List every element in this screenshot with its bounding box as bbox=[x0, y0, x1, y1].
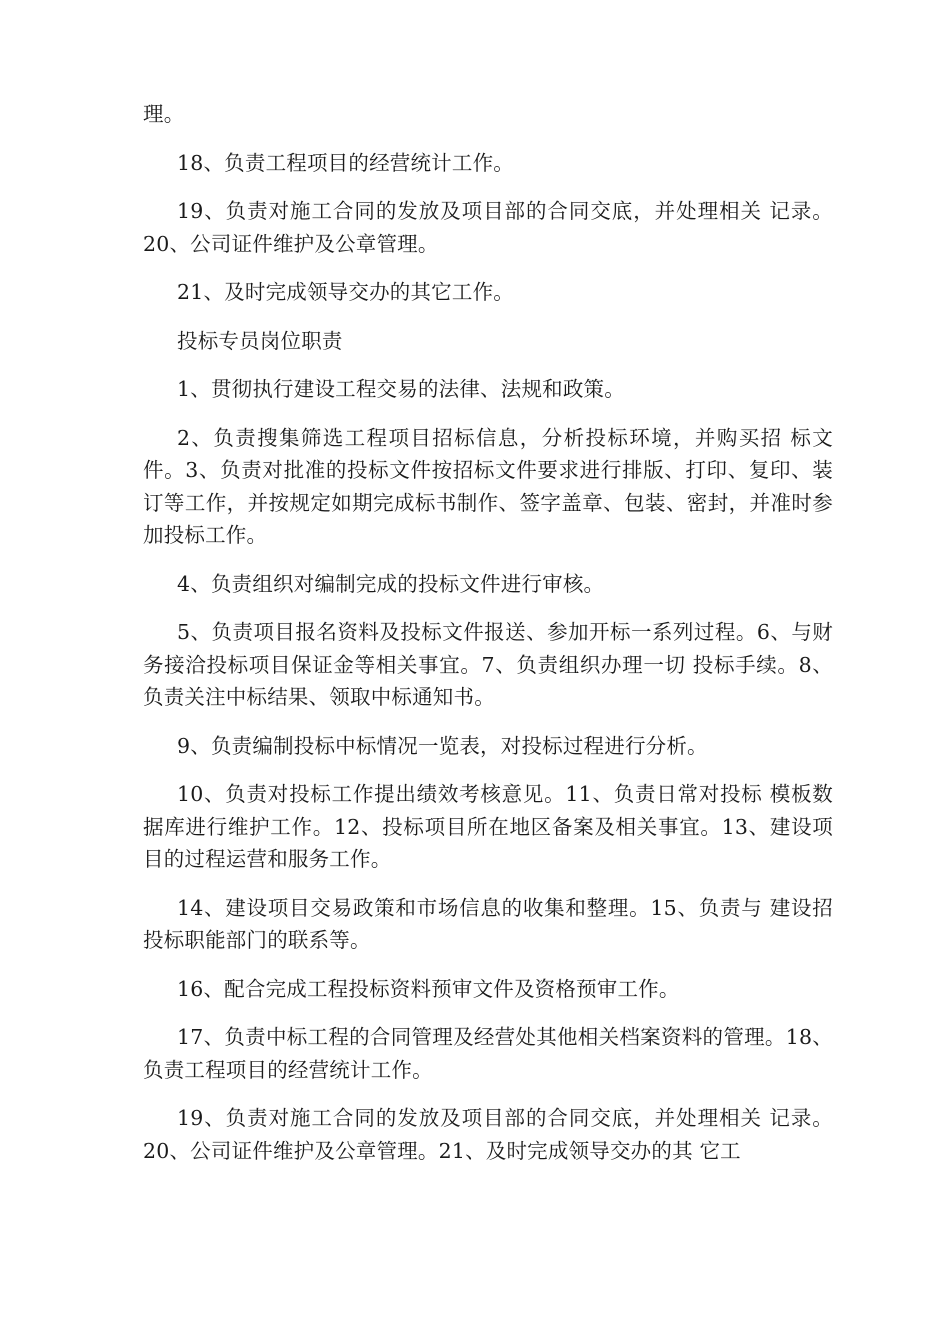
paragraph: 16、配合完成工程投标资料预审文件及资格预审工作。 bbox=[177, 976, 680, 1001]
paragraph: 1、贯彻执行建设工程交易的法律、法规和政策。 bbox=[177, 377, 625, 401]
section-heading: 投标专员岗位职责 bbox=[177, 328, 343, 353]
paragraph: 14、建设项目交易政策和市场信息的收集和整理。15、负责与 建设招投标职能部门的联系等。 bbox=[143, 895, 833, 952]
paragraph: 10、负责对投标工作提出绩效考核意见。11、负责日常对投标 模板数据库进行维护工作。12、投标项目所在地区备案及相关事宜。13、建设项目的过程运营和服务工作。 bbox=[143, 782, 833, 871]
paragraph: 18、负责工程项目的经营统计工作。 bbox=[177, 150, 514, 175]
paragraph: 5、负责项目报名资料及投标文件报送、参加开标一系列过程。6、与财务接洽投标项目保证金等相关事宜。7、负责组织办理一切 投标手续。8、负责关注中标结果、领取中标通知书。 bbox=[143, 620, 833, 709]
paragraph: 9、负责编制投标中标情况一览表，对投标过程进行分析。 bbox=[177, 733, 708, 758]
paragraph: 理。 bbox=[143, 102, 185, 126]
document-body bbox=[143, 98, 833, 1183]
paragraph: 2、负责搜集筛选工程项目招标信息，分析投标环境，并购买招 标文件。3、负责对批准的投标文件按招标文件要求进行排版、打印、复印、装订等工作，并按规定如期完成标书制作、签字盖章、包装、密封，并准时参加投标工作。 bbox=[143, 425, 833, 547]
paragraph: 4、负责组织对编制完成的投标文件进行审核。 bbox=[177, 571, 605, 596]
paragraph: 19、负责对施工合同的发放及项目部的合同交底，并处理相关 记录。20、公司证件维护及公章管理。21、及时完成领导交办的其 它工 bbox=[143, 1106, 833, 1163]
paragraph: 19、负责对施工合同的发放及项目部的合同交底，并处理相关 记录。20、公司证件维护及公章管理。 bbox=[143, 199, 833, 256]
paragraph: 17、负责中标工程的合同管理及经营处其他相关档案资料的管理。18、负责工程项目的经营统计工作。 bbox=[143, 1025, 833, 1082]
paragraph: 21、及时完成领导交办的其它工作。 bbox=[177, 280, 514, 304]
